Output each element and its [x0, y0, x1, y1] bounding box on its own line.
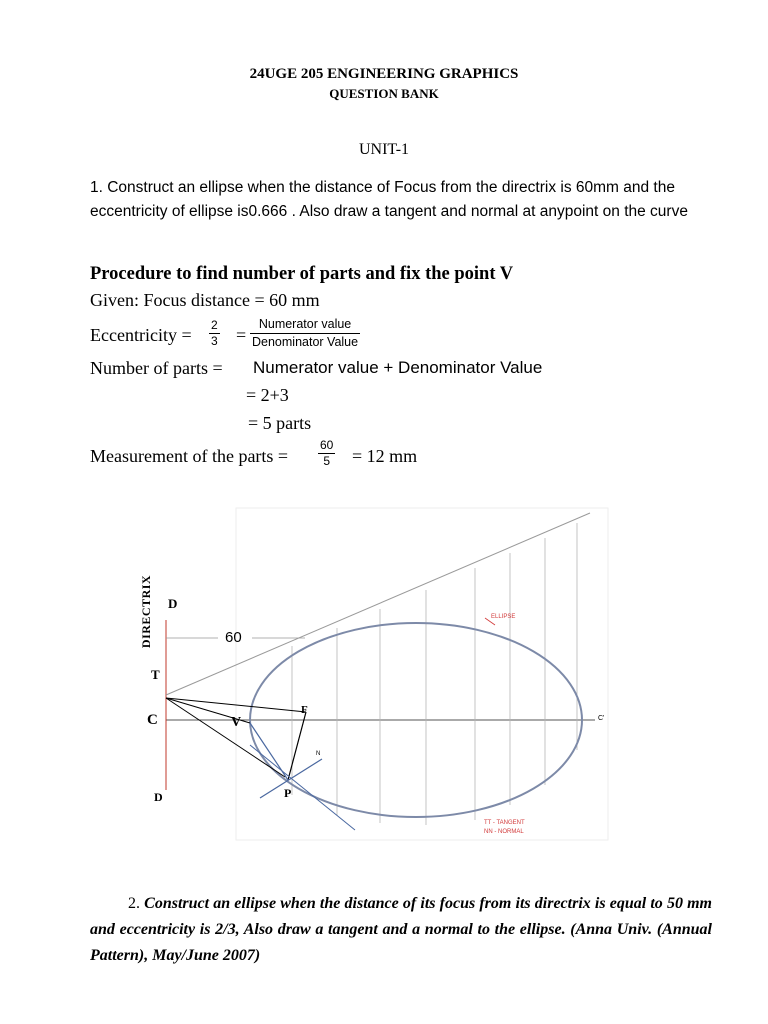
- equals-sign: =: [236, 325, 247, 345]
- dimension-60: 60: [225, 629, 242, 646]
- procedure-heading: Procedure to find number of parts and fix the point V: [90, 264, 514, 284]
- directrix-label: DIRECTRIX: [139, 574, 154, 649]
- point-p: P: [284, 786, 292, 800]
- parts-formula: Numerator value + Denominator Value: [253, 358, 543, 377]
- question-1: 1. Construct an ellipse when the distance of Focus from the directrix is 60mm and the eccentricity of ellipse is0.666 . Also draw a tangent and normal at anypoint on the curve: [90, 179, 688, 220]
- directrix-label-wrap: [138, 574, 158, 654]
- eccentricity-label: Eccentricity =: [90, 325, 192, 345]
- given-line: Given: Focus distance = 60 mm: [90, 290, 320, 310]
- measurement-numerator: 60: [320, 438, 334, 452]
- point-c-prime: C': [598, 715, 605, 722]
- eccentricity-fraction: [209, 318, 220, 349]
- measurement-result: = 12 mm: [352, 446, 418, 466]
- point-d-bottom: D: [154, 790, 163, 804]
- measurement-fraction: [318, 438, 335, 469]
- question-bank-subtitle: QUESTION BANK: [329, 86, 439, 101]
- eccentricity-line: [166, 513, 590, 695]
- tangent-line: [250, 745, 355, 830]
- word-denominator: Denominator Value: [252, 335, 359, 349]
- point-d-top: D: [168, 596, 178, 611]
- legend-tangent: TT - TANGENT: [484, 820, 525, 826]
- vertical-divisions: [292, 523, 577, 825]
- eccentricity-denominator: 3: [211, 334, 218, 348]
- word-numerator: Numerator value: [250, 316, 360, 334]
- question-2-number: 2.: [128, 895, 140, 912]
- point-n: N: [316, 751, 321, 757]
- word-fraction: [250, 316, 360, 351]
- ellipse-tag: ELLIPSE: [491, 614, 516, 620]
- point-c: C: [147, 712, 158, 728]
- focus-to-p-line: [288, 712, 306, 780]
- unit-heading: UNIT-1: [358, 141, 410, 158]
- parts-result: = 5 parts: [248, 413, 312, 433]
- point-f: F: [301, 704, 308, 716]
- construction-line-tp: [166, 698, 285, 777]
- parts-sum: = 2+3: [246, 385, 289, 405]
- question-2: [90, 891, 712, 969]
- course-title: 24UGE 205 ENGINEERING GRAPHICS: [249, 66, 519, 82]
- point-t: T: [151, 667, 160, 682]
- point-v: V: [231, 715, 242, 730]
- question-2-text: Construct an ellipse when the distance of its focus from its directrix is equal to 50 mm and eccentricity is 2/3, Also draw a tangent and a normal to the ellipse. (Anna Univ. (Annual Pattern), May/June 2007): [90, 895, 713, 964]
- legend-normal: NN - NORMAL: [484, 829, 524, 835]
- measurement-denominator: 5: [323, 454, 331, 468]
- eccentricity-numerator: 2: [211, 318, 218, 332]
- ellipse-construction-figure: [140, 505, 610, 845]
- parts-label: Number of parts =: [90, 358, 223, 378]
- measurement-label: Measurement of the parts =: [90, 446, 289, 466]
